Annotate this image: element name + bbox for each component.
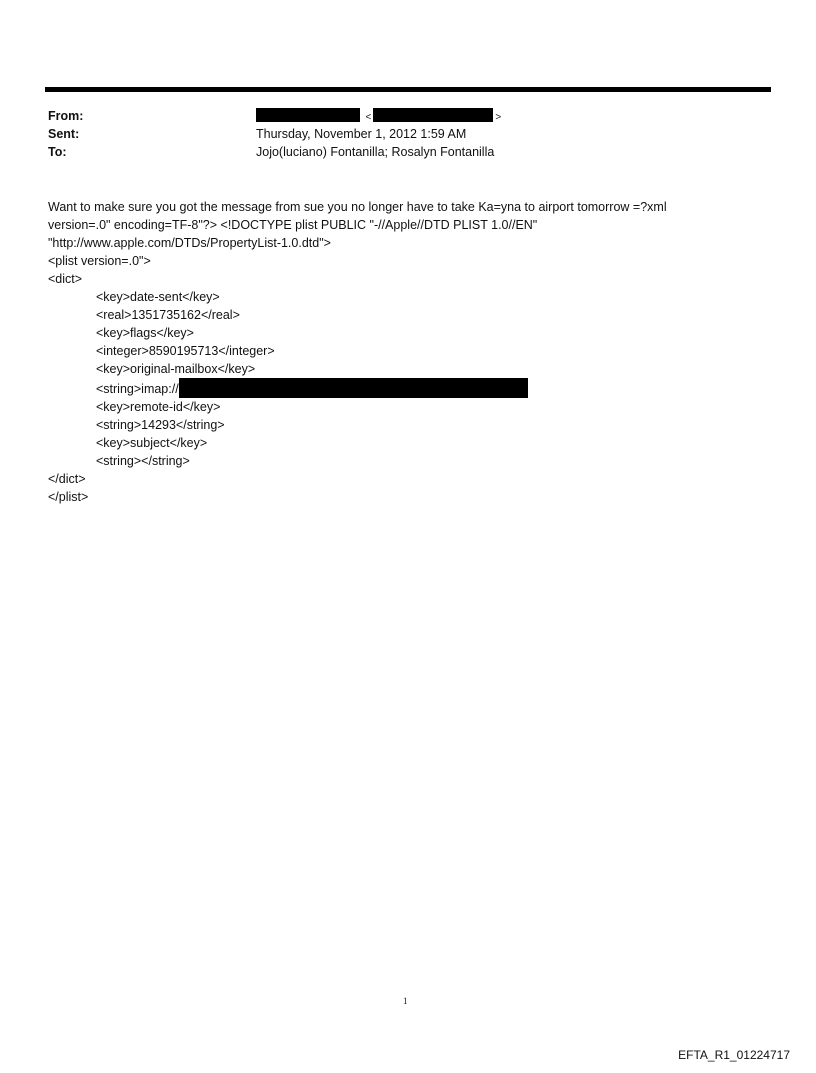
body-line: <string>14293</string> (96, 418, 225, 432)
body-line: <key>date-sent</key> (96, 290, 220, 304)
bates-number: EFTA_R1_01224717 (678, 1048, 790, 1062)
sent-value: Thursday, November 1, 2012 1:59 AM (256, 127, 467, 141)
body-line: <key>original-mailbox</key> (96, 362, 256, 376)
body-line: "http://www.apple.com/DTDs/PropertyList-1.0.dtd"> (48, 236, 331, 250)
to-label: To: (48, 145, 67, 159)
from-label: From: (48, 109, 84, 123)
body-line: <plist version=.0"> (48, 254, 151, 268)
body-line: <key>flags</key> (96, 326, 194, 340)
body-line: <real>1351735162</real> (96, 308, 240, 322)
body-line-imap (48, 378, 768, 398)
from-value (256, 107, 503, 127)
imap-text: <string>imap:// (96, 382, 179, 396)
from-close-bracket: > (495, 112, 502, 123)
redaction-block (179, 378, 528, 398)
body-line: version=.0" encoding=TF-8"?> <!DOCTYPE plist PUBLIC "-//Apple//DTD PLIST 1.0//EN" (48, 218, 538, 232)
redaction-block (256, 108, 360, 122)
body-line: <key>subject</key> (96, 436, 208, 450)
to-value: Jojo(luciano) Fontanilla; Rosalyn Fontanilla (256, 145, 495, 159)
body-line: </dict> (48, 472, 86, 486)
body-line: <integer>8590195713</integer> (96, 344, 275, 358)
body-line: <string></string> (96, 454, 190, 468)
body-line: <dict> (48, 272, 83, 286)
message-body (48, 198, 768, 506)
page-number: 1 (403, 996, 408, 1006)
redaction-block (373, 108, 493, 122)
body-line: </plist> (48, 490, 89, 504)
sent-label: Sent: (48, 127, 80, 141)
header-rule (45, 87, 771, 92)
body-line: <key>remote-id</key> (96, 400, 221, 414)
body-line: Want to make sure you got the message from sue you no longer have to take Ka=yna to airport tomorrow =?xml (48, 200, 667, 214)
from-open-bracket: < (365, 112, 372, 123)
